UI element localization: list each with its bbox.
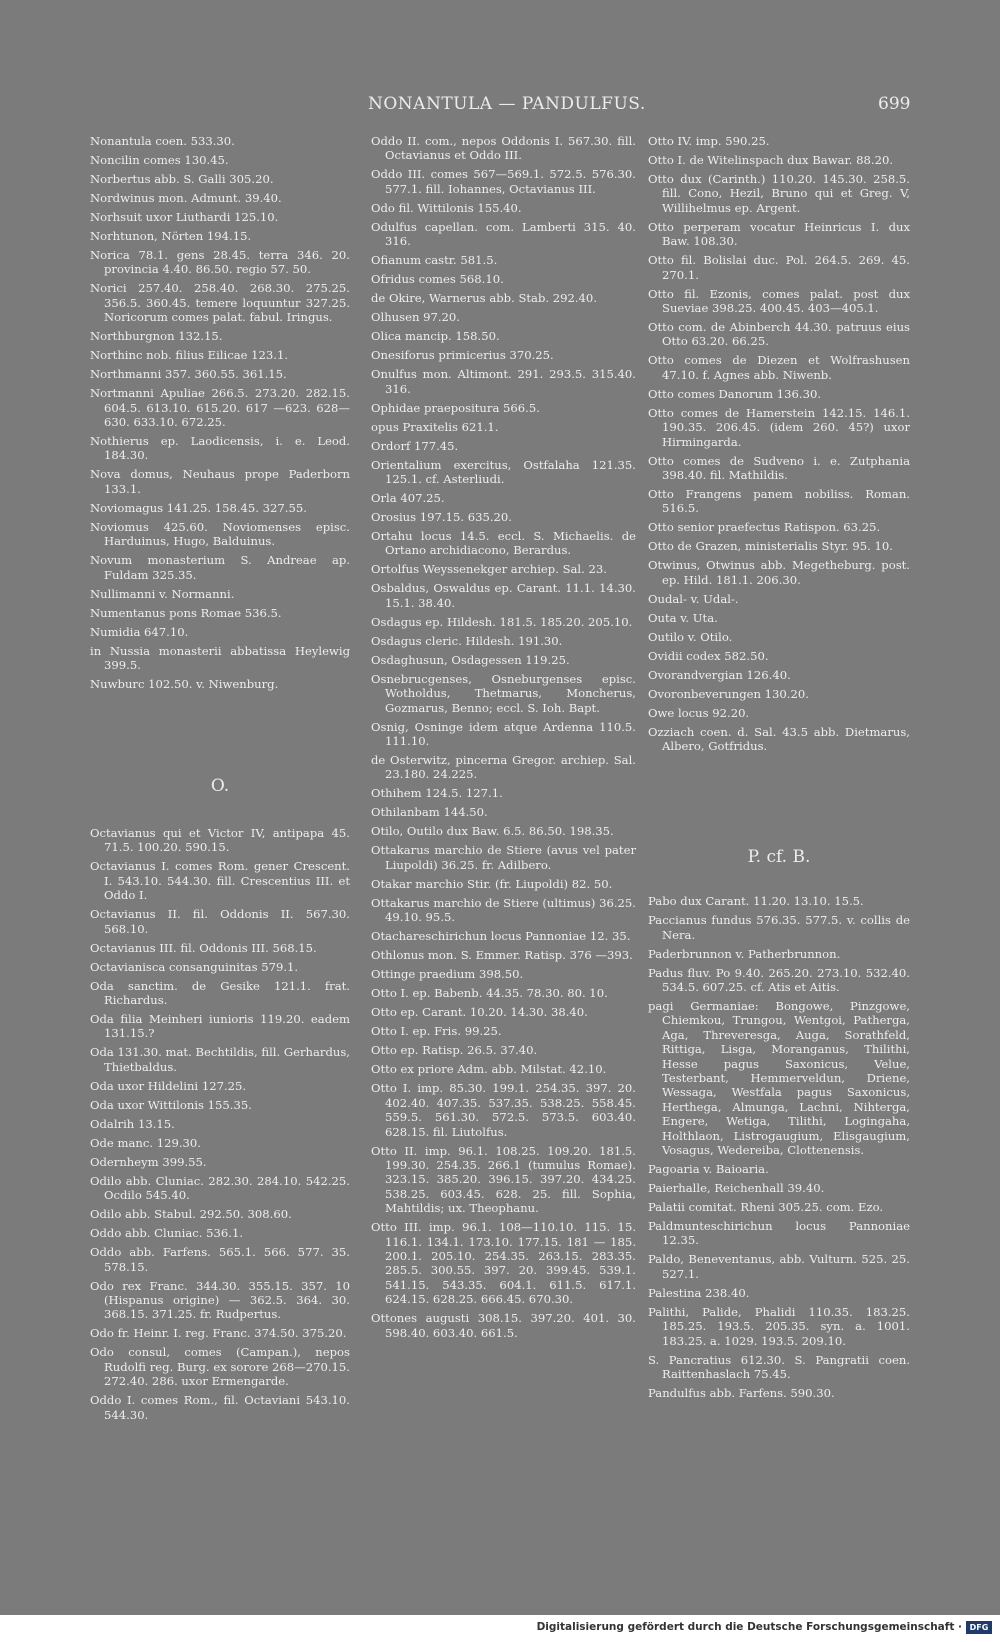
index-entry: Odo fil. Wittilonis 155.40. xyxy=(371,200,522,215)
index-entry: Norbertus abb. S. Galli 305.20. xyxy=(90,172,274,186)
index-entry: Otto de Grazen, ministerialis Styr. 95. 10. xyxy=(648,539,893,554)
index-entry: Ode manc. 129.30. xyxy=(90,1135,201,1150)
index-entry: Numidia 647.10. xyxy=(90,624,189,639)
index-entry: Ortolfus Weyssenekger archiep. Sal. 23. xyxy=(371,562,607,577)
index-entry: Otto I. de Witelinspach dux Bawar. 88.20. xyxy=(648,153,894,167)
index-entry: Noviomus 425.60. Noviomenses episc. Harduinus, Hugo, Balduinus. xyxy=(90,519,350,549)
column-1-entries-after xyxy=(90,826,350,1422)
index-entry: Otilo, Outilo dux Baw. 6.5. 86.50. 198.35. xyxy=(371,824,614,839)
index-entry: Orosius 197.15. 635.20. xyxy=(371,510,512,525)
index-entry: Ofridus comes 568.10. xyxy=(371,272,504,287)
column-2 xyxy=(371,134,636,1345)
index-entry: Numentanus pons Romae 536.5. xyxy=(90,605,282,620)
index-entry: Octavianisca consanguinitas 579.1. xyxy=(90,959,299,974)
index-entry: Northburgnon 132.15. xyxy=(90,329,223,344)
index-entry: Otto I. imp. 85.30. 199.1. 254.35. 397. 20. 402.40. 407.35. 537.35. 538.25. 558.45. 559.5. 561.30. 572.5. 573.5. 603.40. 628.15. fil. Liutolfus. xyxy=(371,1081,636,1139)
index-entry: Paierhalle, Reichenhall 39.40. xyxy=(648,1180,825,1195)
index-entry: Nonantula coen. 533.30. xyxy=(90,134,235,148)
index-entry: Otto fil. Bolislai duc. Pol. 264.5. 269. 45. 270.1. xyxy=(648,253,910,282)
index-entry: opus Praxitelis 621.1. xyxy=(371,419,499,434)
index-entry: Otto fil. Ezonis, comes palat. post dux Sueviae 398.25. 400.45. 403—405.1. xyxy=(648,286,910,316)
index-entry: Norici 257.40. 258.40. 268.30. 275.25. 356.5. 360.45. temere loquuntur 327.25. Noricorum comes palat. fabul. Iringus. xyxy=(90,281,350,325)
index-entry: Ottakarus marchio de Stiere (avus vel pater Liupoldi) 36.25. fr. Adilbero. xyxy=(371,843,636,872)
running-header xyxy=(0,92,1000,122)
index-entry: Oda 131.30. mat. Bechtildis, fill. Gerhardus, Thietbaldus. xyxy=(90,1045,350,1074)
index-entry: Octavianus III. fil. Oddonis III. 568.15. xyxy=(90,940,317,955)
index-entry: Oda filia Meinheri iunioris 119.20. eadem 131.15.? xyxy=(90,1011,350,1041)
index-entry: Olica mancip. 158.50. xyxy=(371,329,500,344)
index-entry: Oudal- v. Udal-. xyxy=(648,591,739,606)
index-entry: Otto ex priore Adm. abb. Milstat. 42.10. xyxy=(371,1062,607,1077)
footer-bar xyxy=(0,1615,1000,1642)
index-entry: Pagoaria v. Baioaria. xyxy=(648,1161,769,1176)
page-number: 699 xyxy=(878,94,911,114)
index-entry: Ottones augusti 308.15. 397.20. 401. 30. 598.40. 603.40. 661.5. xyxy=(371,1311,636,1340)
index-entry: Novum monasterium S. Andreae ap. Fuldam 325.35. xyxy=(90,553,350,582)
index-entry: Paderbrunnon v. Patherbrunnon. xyxy=(648,946,841,961)
index-entry: Ofianum castr. 581.5. xyxy=(371,253,498,268)
page-title: NONANTULA — PANDULFUS. xyxy=(368,94,646,114)
index-entry: Palithi, Palide, Phalidi 110.35. 183.25. 185.25. 193.5. 205.35. syn. a. 1001. 183.25. a. 1029. 193.5. 209.10. xyxy=(648,1304,910,1348)
index-entry: Otto ep. Ratisp. 26.5. 37.40. xyxy=(371,1043,538,1058)
index-entry: Oda uxor Hildelini 127.25. xyxy=(90,1078,247,1093)
index-entry: Nothierus ep. Laodicensis, i. e. Leod. 184.30. xyxy=(90,434,350,463)
index-entry: Oddo II. com., nepos Oddonis I. 567.30. fill. Octavianus et Oddo III. xyxy=(371,134,636,163)
index-entry: Paldmunteschirichun locus Pannoniae 12.35. xyxy=(648,1218,910,1248)
index-entry: Oddo abb. Cluniac. 536.1. xyxy=(90,1226,244,1241)
index-entry: Outilo v. Otilo. xyxy=(648,629,733,644)
index-entry: Owe locus 92.20. xyxy=(648,705,750,720)
index-entry: Otachareschirichun locus Pannoniae 12. 35. xyxy=(371,929,631,944)
index-entry: Oddo abb. Farfens. 565.1. 566. 577. 35. 578.15. xyxy=(90,1245,350,1274)
index-entry: Otto perperam vocatur Heinricus I. dux Baw. 108.30. xyxy=(648,219,910,249)
index-entry: Octavianus qui et Victor IV, antipapa 45. 71.5. 100.20. 590.15. xyxy=(90,825,350,855)
index-entry: Oda uxor Wittilonis 155.35. xyxy=(90,1097,252,1112)
index-entry: Oddo I. comes Rom., fil. Octaviani 543.10. 544.30. xyxy=(90,1393,350,1422)
index-entry: Osnebrucgenses, Osneburgenses episc. Wotholdus, Thetmarus, Moncherus, Gozmarus, Benno; eccl. S. Ioh. Bapt. xyxy=(371,671,636,715)
index-entry: Norhsuit uxor Liuthardi 125.10. xyxy=(90,210,279,224)
index-entry: Norica 78.1. gens 28.45. terra 346. 20. provincia 4.40. 86.50. regio 57. 50. xyxy=(90,248,350,277)
index-entry: in Nussia monasterii abbatissa Heylewig 399.5. xyxy=(90,643,350,673)
index-entry: Otto comes Danorum 136.30. xyxy=(648,386,822,401)
index-entry: Ovoronbeverungen 130.20. xyxy=(648,686,809,701)
index-entry: Othlonus mon. S. Emmer. Ratisp. 376 —393. xyxy=(371,948,633,963)
index-entry: Nova domus, Neuhaus prope Paderborn 133.1. xyxy=(90,467,350,496)
index-entry: Osdagus ep. Hildesh. 181.5. 185.20. 205.10. xyxy=(371,614,633,629)
index-entry: Otto III. imp. 96.1. 108—110.10. 115. 15. 116.1. 134.1. 173.10. 177.15. 181 — 185. 200.1. 205.10. 254.35. 263.15. 283.35. 285.5. 300.55. 397. 20. 399.45. 539.1. 541.15. 543.35. 604.1. 611.5. 617.1. 624.15. 628.25. 666.45. 670.30. xyxy=(371,1220,636,1307)
index-entry: Ortahu locus 14.5. eccl. S. Michaelis. de Ortano archidiacono, Berardus. xyxy=(371,529,636,558)
index-entry: Otto com. de Abinberch 44.30. patruus eius Otto 63.20. 66.25. xyxy=(648,320,910,349)
funding-notice: Digitalisierung gefördert durch die Deutsche Forschungsgemeinschaft · xyxy=(536,1621,962,1633)
index-entry: Otwinus, Otwinus abb. Megetheburg. post. ep. Hild. 181.1. 206.30. xyxy=(648,558,910,587)
index-entry: Otto I. ep. Fris. 99.25. xyxy=(371,1024,502,1039)
index-entry: Pandulfus abb. Farfens. 590.30. xyxy=(648,1386,835,1400)
column-1 xyxy=(90,134,350,1427)
index-entry: Olhusen 97.20. xyxy=(371,310,460,325)
index-entry: Northinc nob. filius Eilicae 123.1. xyxy=(90,348,289,363)
index-entry: Othilanbam 144.50. xyxy=(371,805,488,820)
index-entry: Palatii comitat. Rheni 305.25. com. Ezo. xyxy=(648,1199,884,1214)
index-entry: Ophidae praepositura 566.5. xyxy=(371,400,540,415)
index-entry: Otakar marchio Stir. (fr. Liupoldi) 82. 50. xyxy=(371,876,613,891)
column-3-entries-after xyxy=(648,894,910,1400)
index-entry: Norhtunon, Nörten 194.15. xyxy=(90,229,252,243)
index-entry: S. Pancratius 612.30. S. Pangratii coen. Raittenhaslach 75.45. xyxy=(648,1352,910,1381)
index-entry: Oda sanctim. de Gesike 121.1. frat. Richardus. xyxy=(90,978,350,1007)
index-entry: Nordwinus mon. Admunt. 39.40. xyxy=(90,191,282,205)
index-entry: Otto comes de Hamerstein 142.15. 146.1. 190.35. 206.45. (idem 260. 45?) uxor Hirmingarda. xyxy=(648,405,910,449)
column-3 xyxy=(648,134,910,1405)
index-entry: Odulfus capellan. com. Lamberti 315. 40. 316. xyxy=(371,219,636,249)
index-entry: Odilo abb. Stabul. 292.50. 308.60. xyxy=(90,1207,292,1222)
index-entry: Otto II. imp. 96.1. 108.25. 109.20. 181.5. 199.30. 254.35. 266.1 (tumulus Romae). 323.15. 385.20. 396.15. 397.20. 434.25. 538.25. 603.45. 628. 25. fill. Sophia, Mahtildis; ux. Theophanu. xyxy=(371,1143,636,1216)
index-entry: Noviomagus 141.25. 158.45. 327.55. xyxy=(90,500,307,515)
index-entry: Odalrih 13.15. xyxy=(90,1116,175,1131)
index-entry: Ovorandvergian 126.40. xyxy=(648,667,791,682)
index-entry: Palestina 238.40. xyxy=(648,1285,750,1300)
index-entry: Otto IV. imp. 590.25. xyxy=(648,134,770,148)
index-entry: Otto ep. Carant. 10.20. 14.30. 38.40. xyxy=(371,1005,588,1020)
dfg-logo: DFG xyxy=(966,1621,992,1634)
index-entry: Otto I. ep. Babenb. 44.35. 78.30. 80. 10. xyxy=(371,986,608,1001)
index-entry: Octavianus I. comes Rom. gener Crescent. I. 543.10. 544.30. fill. Crescentius III. et Oddo I. xyxy=(90,859,350,903)
column-3-entries xyxy=(648,134,910,754)
index-entry: Paldo, Beneventanus, abb. Vulturn. 525. 25. 527.1. xyxy=(648,1252,910,1281)
column-1-entries xyxy=(90,134,350,691)
index-entry: de Osterwitz, pincerna Gregor. archiep. Sal. 23.180. 24.225. xyxy=(371,753,636,782)
index-entry: Otto comes de Sudveno i. e. Zutphania 398.40. fil. Mathildis. xyxy=(648,453,910,483)
index-entry: Ovidii codex 582.50. xyxy=(648,648,769,663)
index-entry: Orla 407.25. xyxy=(371,491,445,506)
index-entry: Osdaghusun, Osdagessen 119.25. xyxy=(371,652,570,667)
index-entry: pagi Germaniae: Bongowe, Pinzgowe, Chiemkou, Trungou, Wentgoi, Patherga, Aga, Threveresga, Auga, Sorathfeld, Rittiga, Lisga, Moranganus, Thilithi, Hesse pagus Saxonicus, Velue, Testerbant, Hemmerveldun, Driene, Wessaga, Westfala pagus Saxonicus, Herthega, Almunga, Lachni, Nihterga, Engere, Wetiga, Tilithi, Logingaha, Holthlaon, Listrogaugium, Elisgaugium, Vosagus, Wedereiba, Clottenensis. xyxy=(648,998,910,1157)
index-entry: Odo consul, comes (Campan.), nepos Rudolfi reg. Burg. ex sorore 268—270.15. 272.40. 286. uxor Ermengarde. xyxy=(90,1345,350,1389)
index-entry: Nuwburc 102.50. v. Niwenburg. xyxy=(90,677,279,692)
index-entry: Northmanni 357. 360.55. 361.15. xyxy=(90,367,287,382)
index-entry: Otto senior praefectus Ratispon. 63.25. xyxy=(648,520,881,535)
column-2-entries xyxy=(371,134,636,1340)
index-entry: Ordorf 177.45. xyxy=(371,438,459,453)
index-entry: Osbaldus, Oswaldus ep. Carant. 11.1. 14.30. 15.1. 38.40. xyxy=(371,581,636,610)
index-entry: Osnig, Osninge idem atque Ardenna 110.5. 111.10. xyxy=(371,719,636,749)
index-entry: Odo rex Franc. 344.30. 355.15. 357. 10 (Hispanus origine) — 362.5. 364. 30. 368.15. 371.25. fr. Rudpertus. xyxy=(90,1278,350,1322)
index-entry: Ottakarus marchio de Stiere (ultimus) 36.25. 49.10. 95.5. xyxy=(371,895,636,925)
index-entry: de Okire, Warnerus abb. Stab. 292.40. xyxy=(371,291,597,306)
section-heading-o: O. xyxy=(210,776,230,797)
index-entry: Onesiforus primicerius 370.25. xyxy=(371,348,554,363)
index-entry: Pabo dux Carant. 11.20. 13.10. 15.5. xyxy=(648,894,864,909)
section-heading-p: P. cf. B. xyxy=(747,846,811,867)
index-entry: Outa v. Uta. xyxy=(648,610,718,625)
index-entry: Ottinge praedium 398.50. xyxy=(371,967,524,982)
index-entry: Otto dux (Carinth.) 110.20. 145.30. 258.5. fill. Cono, Hezil, Bruno qui et Greg. V, Willihelmus ep. Argent. xyxy=(648,172,910,215)
index-entry: Otto comes de Diezen et Wolfrashusen 47.10. f. Agnes abb. Niwenb. xyxy=(648,353,910,382)
index-entry: Odo fr. Heinr. I. reg. Franc. 374.50. 375.20. xyxy=(90,1326,347,1341)
index-entry: Onulfus mon. Altimont. 291. 293.5. 315.40. 316. xyxy=(371,367,636,396)
index-entry: Othihem 124.5. 127.1. xyxy=(371,786,503,801)
index-entry: Odilo abb. Cluniac. 282.30. 284.10. 542.25. Ocdilo 545.40. xyxy=(90,1173,350,1203)
index-entry: Orientalium exercitus, Ostfalaha 121.35. 125.1. cf. Asterliudi. xyxy=(371,457,636,487)
index-entry: Padus fluv. Po 9.40. 265.20. 273.10. 532.40. 534.5. 607.25. cf. Atis et Aitis. xyxy=(648,965,910,994)
index-entry: Octavianus II. fil. Oddonis II. 567.30. 568.10. xyxy=(90,907,350,936)
index-entry: Odernheym 399.55. xyxy=(90,1154,207,1169)
index-entry: Otto Frangens panem nobiliss. Roman. 516.5. xyxy=(648,487,910,516)
index-entry: Nortmanni Apuliae 266.5. 273.20. 282.15. 604.5. 613.10. 615.20. 617 —623. 628—630. 633.10. 672.25. xyxy=(90,386,350,430)
index-entry: Osdagus cleric. Hildesh. 191.30. xyxy=(371,633,563,648)
index-entry: Oddo III. comes 567—569.1. 572.5. 576.30. 577.1. fill. Iohannes, Octavianus III. xyxy=(371,167,636,196)
index-entry: Ozziach coen. d. Sal. 43.5 abb. Dietmarus, Albero, Gotfridus. xyxy=(648,724,910,754)
index-entry: Noncilin comes 130.45. xyxy=(90,153,229,167)
index-entry: Paccianus fundus 576.35. 577.5. v. collis de Nera. xyxy=(648,913,910,942)
index-entry: Nullimanni v. Normanni. xyxy=(90,586,235,601)
